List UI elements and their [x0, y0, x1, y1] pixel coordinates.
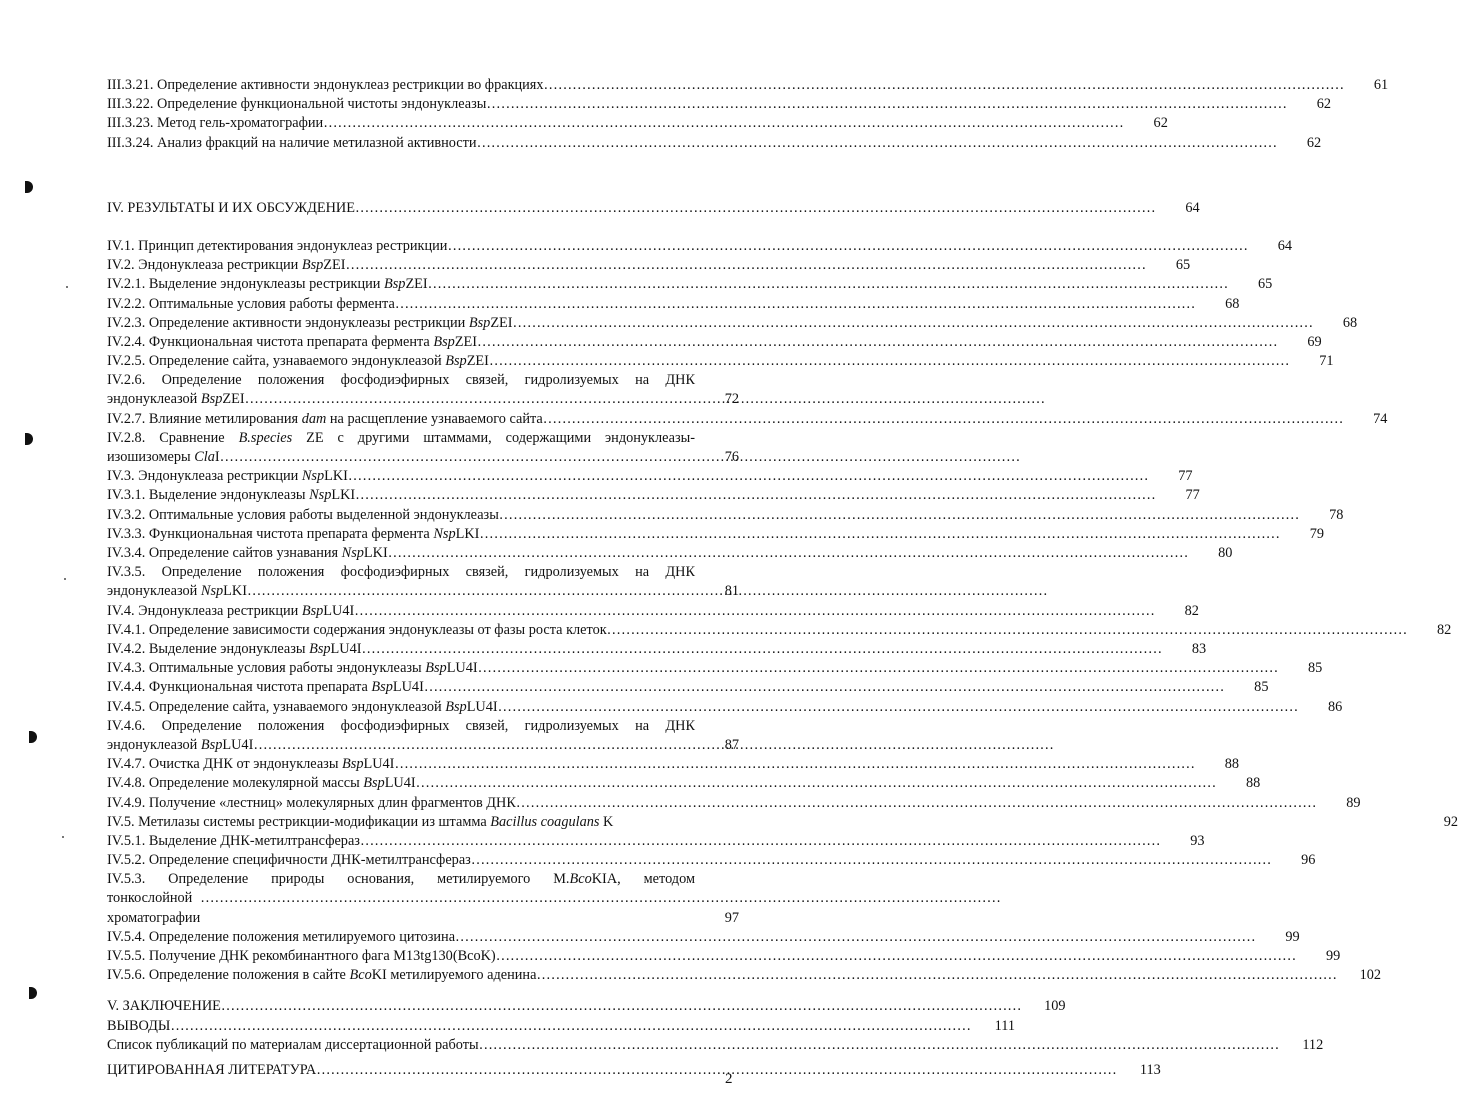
dot-leader — [477, 333, 1278, 352]
binding-hole-mark — [29, 731, 37, 743]
entry-page: 86 — [1328, 698, 1343, 715]
entry-number: IV.4.7. — [107, 756, 146, 773]
entry-title-italic: Bsp — [200, 736, 223, 753]
dot-leader — [354, 602, 1155, 621]
entry-title-line2-post: I — [214, 449, 220, 466]
entry-page: 88 — [1224, 756, 1240, 773]
entry-number: IV.5. — [107, 813, 135, 830]
entry-number: IV.3.1. — [107, 487, 146, 504]
dot-leader — [394, 755, 1195, 774]
entry-number: IV.5.3. — [107, 871, 146, 888]
toc-entry — [107, 794, 1361, 813]
entry-page: 68 — [1342, 314, 1358, 331]
entry-title-italic: Bacillus coagulans — [490, 813, 600, 830]
entry-page: 102 — [1359, 967, 1382, 984]
entry-title-post: ZEI — [466, 353, 489, 370]
entry-title-italic: Cla — [194, 449, 215, 466]
entry-page: 77 — [1178, 468, 1193, 485]
entry-title-post: ZEI — [323, 257, 346, 274]
entry-title-post: LKI — [455, 525, 480, 542]
dot-leader — [221, 997, 1022, 1016]
entry-title: Определение положения метилируемого цитозина — [148, 928, 456, 945]
entry-page: 81 — [724, 583, 739, 600]
entry-number: IV.5.1. — [107, 832, 146, 849]
entry-number: IV.4.5. — [107, 698, 146, 715]
entry-number: IV.3.4. — [107, 545, 146, 561]
dot-leader — [499, 506, 1300, 525]
entry-title-italic: Nsp — [309, 487, 332, 504]
entry-title: Определение активности эндонуклеаз рестрикции во фракциях — [157, 77, 544, 93]
entry-title-pre: Выделение эндонуклеазы — [148, 487, 310, 504]
toc-entry — [107, 851, 1316, 870]
entry-page: 97 — [724, 909, 739, 926]
entry-title-italic: B.species — [238, 429, 293, 446]
entry-number: IV.5.5. — [107, 948, 146, 965]
entry-title: Получение ДНК рекомбинантного фага M13tg130(BcoK) — [148, 948, 496, 965]
entry-number: IV.4.3. — [107, 660, 146, 677]
entry-title: Анализ фракций на наличие метилазной активности — [157, 134, 477, 151]
entry-page: 79 — [1309, 525, 1325, 542]
entry-title-italic: Bco — [349, 967, 372, 984]
entry-page: 85 — [1254, 679, 1269, 696]
dot-leader — [544, 76, 1345, 95]
entry-title: Список публикаций по материалам диссертационной работы — [107, 1036, 479, 1053]
entry-page: 61 — [1373, 77, 1389, 93]
toc-entry — [107, 486, 1200, 505]
entry-title-line2: тонкослойной хроматографии — [107, 890, 201, 926]
toc-entry — [107, 544, 1233, 563]
entry-page: 85 — [1308, 660, 1323, 677]
dot-leader — [477, 134, 1278, 153]
entry-title-line1-post: ZE с другими штаммами, содержащими эндонуклеазы- — [292, 429, 695, 446]
entry-number: III.3.22. — [107, 96, 154, 113]
entry-title-italic: Bsp — [363, 775, 385, 792]
entry-page: 68 — [1225, 295, 1240, 312]
entry-title-post: K — [599, 813, 614, 830]
toc-entry — [107, 314, 1358, 333]
entry-page: 78 — [1329, 506, 1344, 523]
entry-title-pre: Функциональная чистота препарата — [148, 679, 372, 696]
entry-number: IV.2.1. — [107, 276, 146, 293]
entry-number: IV.3. — [107, 468, 135, 485]
entry-title-line2-post: ZEI — [222, 391, 245, 408]
entry-page: 82 — [1184, 602, 1199, 619]
toc-chapter — [107, 1036, 1324, 1055]
toc-entry — [107, 275, 1273, 294]
entry-number: IV.2.2. — [107, 295, 146, 312]
dot-leader — [355, 199, 1156, 218]
dot-leader — [479, 525, 1280, 544]
entry-title-post: LU4I — [363, 756, 395, 773]
table-of-contents — [107, 76, 1458, 1080]
dot-leader — [479, 1036, 1280, 1055]
toc-entry — [107, 813, 1458, 832]
entry-title-post: LKI — [331, 487, 356, 504]
entry-page: 69 — [1307, 333, 1322, 350]
entry-page: 112 — [1302, 1036, 1324, 1053]
entry-title-pre: Определение сайта, узнаваемого эндонуклеазой — [148, 353, 446, 370]
entry-title: ЦИТИРОВАННАЯ ЛИТЕРАТУРА — [107, 1061, 317, 1078]
entry-page: 64 — [1277, 237, 1293, 254]
dot-leader — [513, 314, 1314, 333]
entry-title-line1: Определение положения фосфодиэфирных связей, гидролизуемых на ДНК — [161, 717, 695, 734]
entry-title-post: LU4I — [323, 602, 355, 619]
entry-title: ЗАКЛЮЧЕНИЕ — [122, 998, 221, 1015]
dot-leader — [424, 678, 1225, 697]
entry-page: 83 — [1191, 640, 1207, 657]
entry-page: 77 — [1185, 487, 1200, 504]
entry-title-italic: Bsp — [200, 391, 223, 408]
entry-number: IV.4.1. — [107, 621, 146, 638]
entry-title: Оптимальные условия работы фермента — [148, 295, 395, 312]
entry-title-italic: Bsp — [468, 314, 491, 331]
entry-number: IV.4. — [107, 602, 135, 619]
dot-leader — [348, 467, 1149, 486]
entry-page: 96 — [1301, 852, 1316, 869]
toc-entry — [107, 114, 1168, 133]
entry-title-post: LU4I — [466, 698, 498, 715]
entry-title-pre: Оптимальные условия работы эндонуклеазы — [148, 660, 426, 677]
entry-number: IV.4.9. — [107, 794, 146, 811]
entry-title-pre: Метилазы системы рестрикции-модификации из штамма — [138, 813, 491, 830]
entry-number: IV.2.7. — [107, 410, 146, 427]
entry-title-post: на расщепление узнаваемого сайта — [326, 410, 543, 427]
toc-entry-multiline — [107, 429, 739, 467]
page-number: 2 — [725, 1071, 733, 1087]
toc-entry-multiline — [107, 717, 739, 755]
dot-leader — [362, 640, 1163, 659]
entry-number: IV.3.5. — [107, 564, 146, 581]
entry-title: ВЫВОДЫ — [107, 1017, 171, 1034]
entry-title-pre: Эндонуклеаза рестрикции — [138, 257, 302, 274]
entry-title-post: ZEI — [490, 314, 513, 331]
entry-page: 71 — [1319, 353, 1334, 370]
entry-number: IV.4.4. — [107, 679, 146, 696]
entry-title-pre: Определение положения в сайте — [148, 967, 350, 984]
scan-speck — [62, 836, 64, 838]
entry-number: III.3.24. — [107, 134, 154, 151]
entry-title-post: ZEI — [405, 276, 428, 293]
entry-number: IV.2.6. — [107, 372, 146, 389]
toc-entry-multiline — [107, 371, 739, 409]
toc-entry — [107, 506, 1344, 525]
spacer — [107, 985, 739, 997]
entry-title-italic: Bsp — [301, 257, 324, 274]
entry-title: Выделение ДНК-метилтрансфераз — [148, 832, 360, 849]
entry-title-line1-pre: Определение природы основания, метилируемого M. — [168, 871, 570, 888]
dot-leader — [498, 698, 1299, 717]
entry-title-line2-pre: эндонуклеазой — [107, 736, 198, 753]
entry-page: 64 — [1185, 199, 1200, 216]
binding-hole-mark — [25, 433, 33, 445]
entry-number: III.3.21. — [107, 77, 154, 93]
dot-leader — [323, 114, 1124, 133]
dot-leader — [388, 544, 1189, 563]
entry-title-pre: Влияние метилирования — [148, 410, 302, 427]
entry-page: 113 — [1139, 1061, 1161, 1078]
entry-title-post: LKI — [363, 545, 388, 561]
entry-title-pre: Определение сайтов узнавания — [148, 545, 342, 561]
toc-chapter — [107, 1061, 1161, 1080]
entry-title-pre: Определение молекулярной массы — [148, 775, 364, 792]
entry-page: 80 — [1218, 545, 1233, 561]
entry-page: 109 — [1044, 998, 1066, 1015]
toc-entry — [107, 774, 1261, 793]
entry-title-pre: Выделение эндонуклеазы рестрикции — [148, 276, 384, 293]
dot-leader — [536, 966, 1337, 985]
dot-leader — [220, 448, 1021, 467]
dot-leader — [360, 832, 1161, 851]
dot-leader — [607, 621, 1408, 640]
entry-title-italic: Nsp — [200, 583, 224, 600]
entry-title-italic: Bco — [569, 871, 592, 888]
toc-entry — [107, 95, 1332, 114]
entry-title-italic: Bsp — [309, 640, 331, 657]
dot-leader — [170, 1017, 971, 1036]
dot-leader — [471, 851, 1272, 870]
toc-entry — [107, 602, 1199, 621]
entry-number: IV.4.8. — [107, 775, 146, 792]
entry-title-post: LU4I — [330, 640, 362, 657]
entry-title: Принцип детектирования эндонуклеаз рестрикции — [138, 237, 448, 254]
entry-title-post: LKI — [324, 468, 348, 485]
entry-title: Определение зависимости содержания эндонуклеазы от фазы роста клеток — [148, 621, 607, 638]
dot-leader — [346, 256, 1147, 275]
entry-title-pre: Функциональная чистота препарата фермента — [148, 333, 434, 350]
entry-title-italic: Bsp — [371, 679, 393, 696]
entry-page: 76 — [724, 449, 739, 466]
entry-number: IV.3.3. — [107, 525, 146, 542]
binding-hole-mark — [25, 181, 33, 193]
toc-entry — [107, 621, 1452, 640]
toc-entry — [107, 410, 1388, 429]
dot-leader — [543, 410, 1344, 429]
entry-page: 65 — [1175, 257, 1191, 274]
entry-number: IV.2.8. — [107, 429, 146, 446]
entry-page: 62 — [1153, 115, 1168, 132]
dot-leader — [447, 237, 1248, 256]
entry-number: III.3.23. — [107, 115, 154, 132]
dot-leader — [395, 295, 1196, 314]
toc-chapter — [107, 1017, 1015, 1036]
entry-title-post: LU4I — [392, 679, 424, 696]
entry-title-post: LU4I — [446, 660, 478, 677]
entry-title-italic: Bsp — [445, 353, 467, 370]
dot-leader — [355, 486, 1156, 505]
dot-leader — [428, 275, 1229, 294]
toc-entry — [107, 755, 1240, 774]
entry-number: IV.1. — [107, 237, 135, 254]
dot-leader — [516, 794, 1317, 813]
dot-leader — [489, 352, 1290, 371]
toc-entry — [107, 640, 1207, 659]
entry-title-pre: Определение сайта, узнаваемого эндонуклеазой — [148, 698, 446, 715]
dot-leader — [455, 928, 1256, 947]
toc-entry — [107, 678, 1269, 697]
entry-page: 62 — [1306, 134, 1322, 151]
dot-leader — [416, 774, 1217, 793]
entry-page: 99 — [1326, 948, 1341, 965]
entry-number: IV. — [107, 199, 124, 216]
entry-page: 111 — [994, 1017, 1015, 1034]
entry-title-post: ZEI — [454, 333, 478, 350]
entry-title-line2-pre: эндонуклеазой — [107, 583, 198, 600]
dot-leader — [245, 390, 1046, 409]
entry-title-pre: Очистка ДНК от эндонуклеазы — [148, 756, 343, 773]
spacer — [107, 153, 739, 199]
entry-title-post: LU4I — [384, 775, 416, 792]
entry-title-italic: Bsp — [425, 660, 447, 677]
entry-title-italic: Bsp — [445, 698, 467, 715]
toc-entry — [107, 698, 1343, 717]
scan-speck — [64, 578, 66, 580]
toc-entry-multiline — [107, 563, 739, 601]
entry-title: Получение «лестниц» молекулярных длин фрагментов ДНК — [148, 794, 516, 811]
toc-entry — [107, 134, 1322, 153]
entry-title-italic: Bsp — [383, 276, 406, 293]
entry-title: Определение специфичности ДНК-метилтрансфераз — [148, 852, 471, 869]
toc-entry — [107, 333, 1322, 352]
dot-leader — [253, 736, 1054, 755]
toc-entry — [107, 256, 1191, 275]
dot-leader — [200, 889, 1001, 908]
dot-leader — [247, 582, 1048, 601]
dot-leader — [486, 95, 1287, 114]
entry-title: Метод гель-хроматографии — [157, 115, 324, 132]
entry-page: 72 — [724, 391, 739, 408]
entry-title-italic: Nsp — [301, 468, 325, 485]
toc-entry — [107, 966, 1382, 985]
toc-entry — [107, 237, 1293, 256]
toc-entry — [107, 928, 1300, 947]
toc-chapter — [107, 199, 1200, 218]
entry-title: Оптимальные условия работы выделенной эндонуклеазы — [148, 506, 499, 523]
entry-title-pre: Эндонуклеаза рестрикции — [138, 468, 302, 485]
scan-speck — [66, 286, 68, 288]
binding-hole-mark — [29, 987, 37, 999]
toc-entry — [107, 659, 1323, 678]
entry-number: IV.5.6. — [107, 967, 146, 984]
entry-number: IV.5.2. — [107, 852, 146, 869]
toc-entry — [107, 832, 1205, 851]
spacer — [107, 218, 739, 237]
entry-number: IV.5.4. — [107, 928, 146, 945]
entry-title-line1: Определение положения фосфодиэфирных связей, гидролизуемых на ДНК — [161, 372, 695, 389]
dot-leader — [496, 947, 1297, 966]
entry-title-line1-pre: Сравнение — [159, 429, 239, 446]
entry-page: 62 — [1316, 96, 1332, 113]
entry-title-italic: Nsp — [341, 545, 364, 561]
entry-title: РЕЗУЛЬТАТЫ И ИХ ОБСУЖДЕНИЕ — [127, 199, 355, 216]
toc-entry — [107, 352, 1334, 371]
entry-page: 89 — [1346, 794, 1361, 811]
entry-page: 87 — [724, 736, 739, 753]
entry-number: IV.4.6. — [107, 717, 146, 734]
entry-title-line1: Определение положения фосфодиэфирных связей, гидролизуемых на ДНК — [161, 564, 695, 581]
entry-title-italic: Bsp — [433, 333, 455, 350]
toc-entry — [107, 76, 1389, 95]
entry-title-pre: Определение активности эндонуклеазы рестрикции — [148, 314, 469, 331]
entry-page: 92 — [1443, 813, 1458, 830]
entry-page: 93 — [1190, 832, 1205, 849]
dot-leader — [478, 659, 1279, 678]
dot-leader — [316, 1061, 1117, 1080]
entry-number: V. — [107, 998, 120, 1015]
toc-entry — [107, 467, 1193, 486]
entry-number: IV.4.2. — [107, 640, 146, 657]
entry-title-line2-post: LKI — [223, 583, 247, 600]
toc-chapter — [107, 997, 1066, 1016]
toc-entry — [107, 947, 1341, 966]
toc-entry-multiline — [107, 870, 739, 928]
entry-number: IV.2. — [107, 257, 135, 274]
entry-title-italic: Nsp — [433, 525, 456, 542]
entry-title-line2-post: LU4I — [222, 736, 254, 753]
entry-page: 99 — [1285, 928, 1300, 945]
entry-title-pre: Эндонуклеаза рестрикции — [138, 602, 302, 619]
toc-entry — [107, 525, 1325, 544]
entry-title-post: KI метилируемого аденина — [371, 967, 537, 984]
entry-title-italic: Bsp — [342, 756, 364, 773]
entry-title-italic: Bsp — [301, 602, 324, 619]
entry-number: IV.2.5. — [107, 353, 146, 370]
entry-title: Определение функциональной чистоты эндонуклеазы — [157, 96, 487, 113]
entry-title-line2-pre: эндонуклеазой — [107, 391, 198, 408]
entry-page: 74 — [1373, 410, 1388, 427]
entry-page: 82 — [1437, 621, 1452, 638]
entry-page: 88 — [1246, 775, 1261, 792]
entry-number: IV.3.2. — [107, 506, 146, 523]
entry-number: IV.2.4. — [107, 333, 146, 350]
entry-page: 65 — [1258, 276, 1273, 293]
entry-title-pre: Выделение эндонуклеазы — [148, 640, 310, 657]
entry-title-italic: dam — [301, 410, 327, 427]
entry-title-pre: Функциональная чистота препарата фермента — [148, 525, 434, 542]
entry-title-line2-pre: изошизомеры — [107, 449, 191, 466]
entry-title-line1-post: KIA, методом — [591, 871, 695, 888]
toc-entry — [107, 295, 1240, 314]
entry-number: IV.2.3. — [107, 314, 146, 331]
